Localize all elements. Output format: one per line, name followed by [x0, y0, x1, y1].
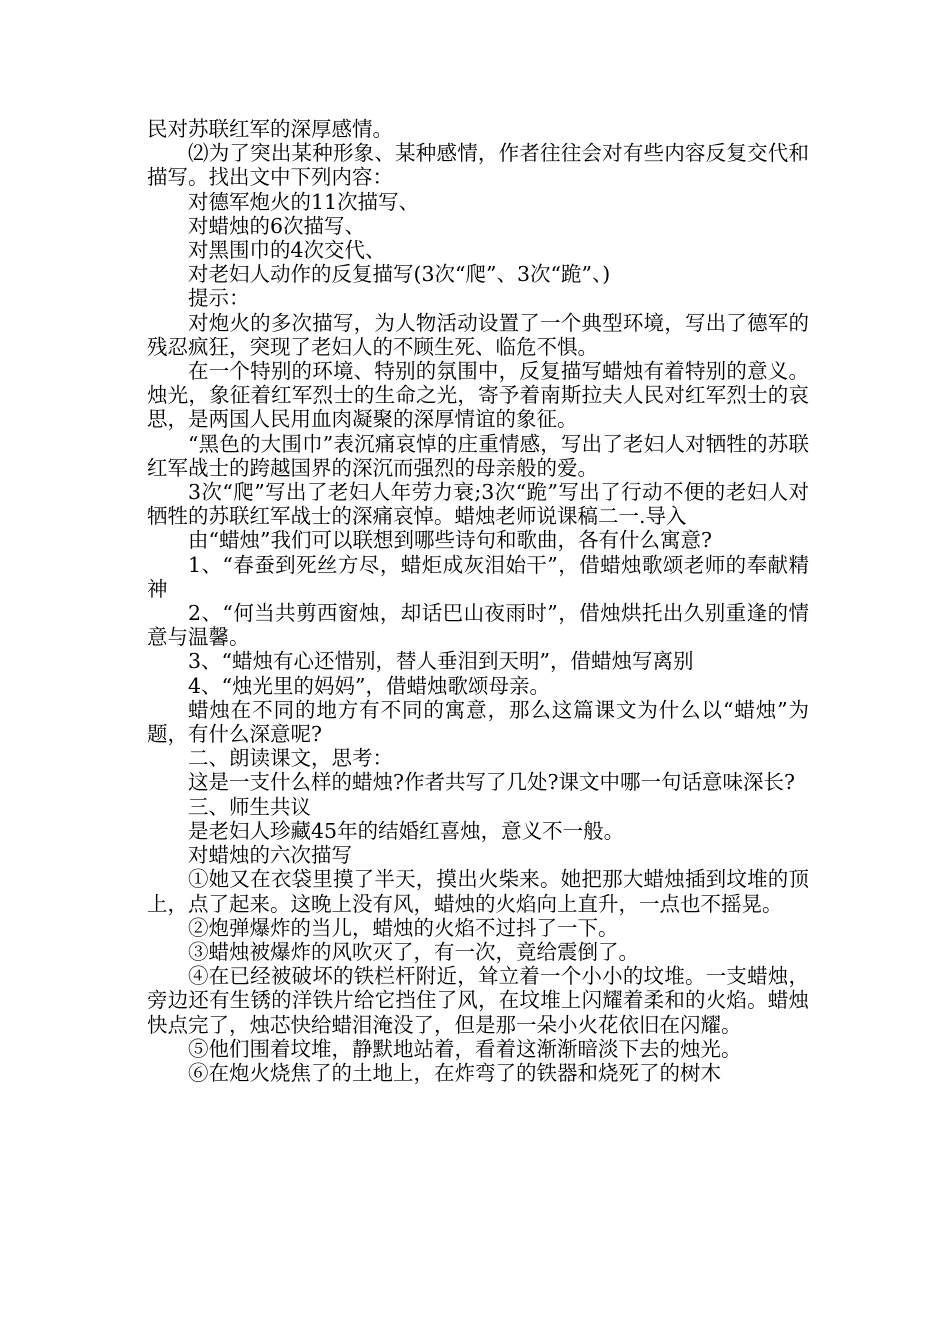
paragraph: ②炮弹爆炸的当儿，蜡烛的火焰不过抖了一下。 — [188, 915, 619, 940]
paragraph: 提示： — [188, 286, 250, 311]
paragraph: ⑥在炮火烧焦了的土地上，在炸弯了的铁器和烧死了的树木 — [188, 1060, 721, 1085]
paragraph: 二、朗读课文，思考： — [188, 746, 393, 771]
paragraph: 对德军炮火的11次描写、 — [188, 189, 420, 214]
paragraph: 蜡烛在不同的地方有不同的寓意，那么这篇课文为什么以“蜡烛”为题，有什么深意呢? — [147, 697, 809, 747]
document-body — [147, 117, 809, 1085]
paragraph: 对蜡烛的6次描写、 — [188, 213, 366, 238]
paragraph: “黑色的大围巾”表沉痛哀悼的庄重情感，写出了老妇人对牺牲的苏联红军战士的跨越国界的深沉而强烈的母亲般的爱。 — [147, 431, 809, 480]
paragraph: 由“蜡烛”我们可以联想到哪些诗句和歌曲，各有什么寓意? — [188, 528, 712, 553]
paragraph: ⑤他们围着坟堆，静默地站着，看着这渐渐暗淡下去的烛光。 — [188, 1036, 742, 1061]
paragraph: 对炮火的多次描写，为人物活动设置了一个典型环境，写出了德军的残忍疯狂，突现了老妇人的不顾生死、临危不惧。 — [147, 310, 809, 359]
paragraph: ④在已经被破坏的铁栏杆附近，耸立着一个小小的坟堆。一支蜡烛，旁边还有生锈的洋铁片给它挡住了风，在坟堆上闪耀着柔和的火焰。蜡烛快点完了，烛芯快给蜡泪淹没了，但是那一朵小火花依旧在闪耀。 — [147, 964, 809, 1037]
paragraph: 三、师生共议 — [188, 794, 311, 819]
paragraph: 3、“蜡烛有心还惜别，替人垂泪到天明”，借蜡烛写离别 — [188, 649, 694, 674]
paragraph: 3次“爬”写出了老妇人年劳力衰;3次“跪”写出了行动不便的老妇人对牺牲的苏联红军战士的深痛哀悼。蜡烛老师说课稿二一.导入 — [147, 480, 809, 529]
paragraph: 4、“烛光里的妈妈”，借蜡烛歌颂母亲。 — [188, 673, 551, 698]
paragraph: 是老妇人珍藏45年的结婚红喜烛，意义不一般。 — [188, 818, 625, 843]
paragraph: ⑵为了突出某种形象、某种感情，作者往往会对有些内容反复交代和描写。找出文中下列内容： — [147, 141, 809, 190]
paragraph: 民对苏联红军的深厚感情。 — [147, 117, 393, 141]
paragraph: ①她又在衣袋里摸了半天，摸出火柴来。她把那大蜡烛插到坟堆的顶上，点了起来。这晚上没有风，蜡烛的火焰向上直升，一点也不摇晃。 — [147, 867, 809, 916]
paragraph: 对蜡烛的六次描写 — [188, 843, 352, 868]
paragraph: 在一个特别的环境、特别的氛围中，反复描写蜡烛有着特别的意义。烛光，象征着红军烈士的生命之光，寄予着南斯拉夫人民对红军烈士的哀思，是两国人民用血肉凝聚的深厚情谊的象征。 — [147, 359, 809, 432]
paragraph: 对老妇人动作的反复描写(3次“爬”、3次“跪”、) — [188, 262, 611, 287]
paragraph: ③蜡烛被爆炸的风吹灭了，有一次，竟给震倒了。 — [188, 939, 639, 964]
paragraph: 1、“春蚕到死丝方尽，蜡炬成灰泪始干”，借蜡烛歌颂老师的奉献精神 — [147, 552, 809, 601]
paragraph: 对黑围巾的4次交代、 — [188, 238, 386, 263]
paragraph: 2、“何当共剪西窗烛，却话巴山夜雨时”，借烛烘托出久别重逢的情意与温馨。 — [147, 601, 809, 650]
paragraph: 这是一支什么样的蜡烛?作者共写了几处?课文中哪一句话意味深长? — [188, 770, 795, 795]
